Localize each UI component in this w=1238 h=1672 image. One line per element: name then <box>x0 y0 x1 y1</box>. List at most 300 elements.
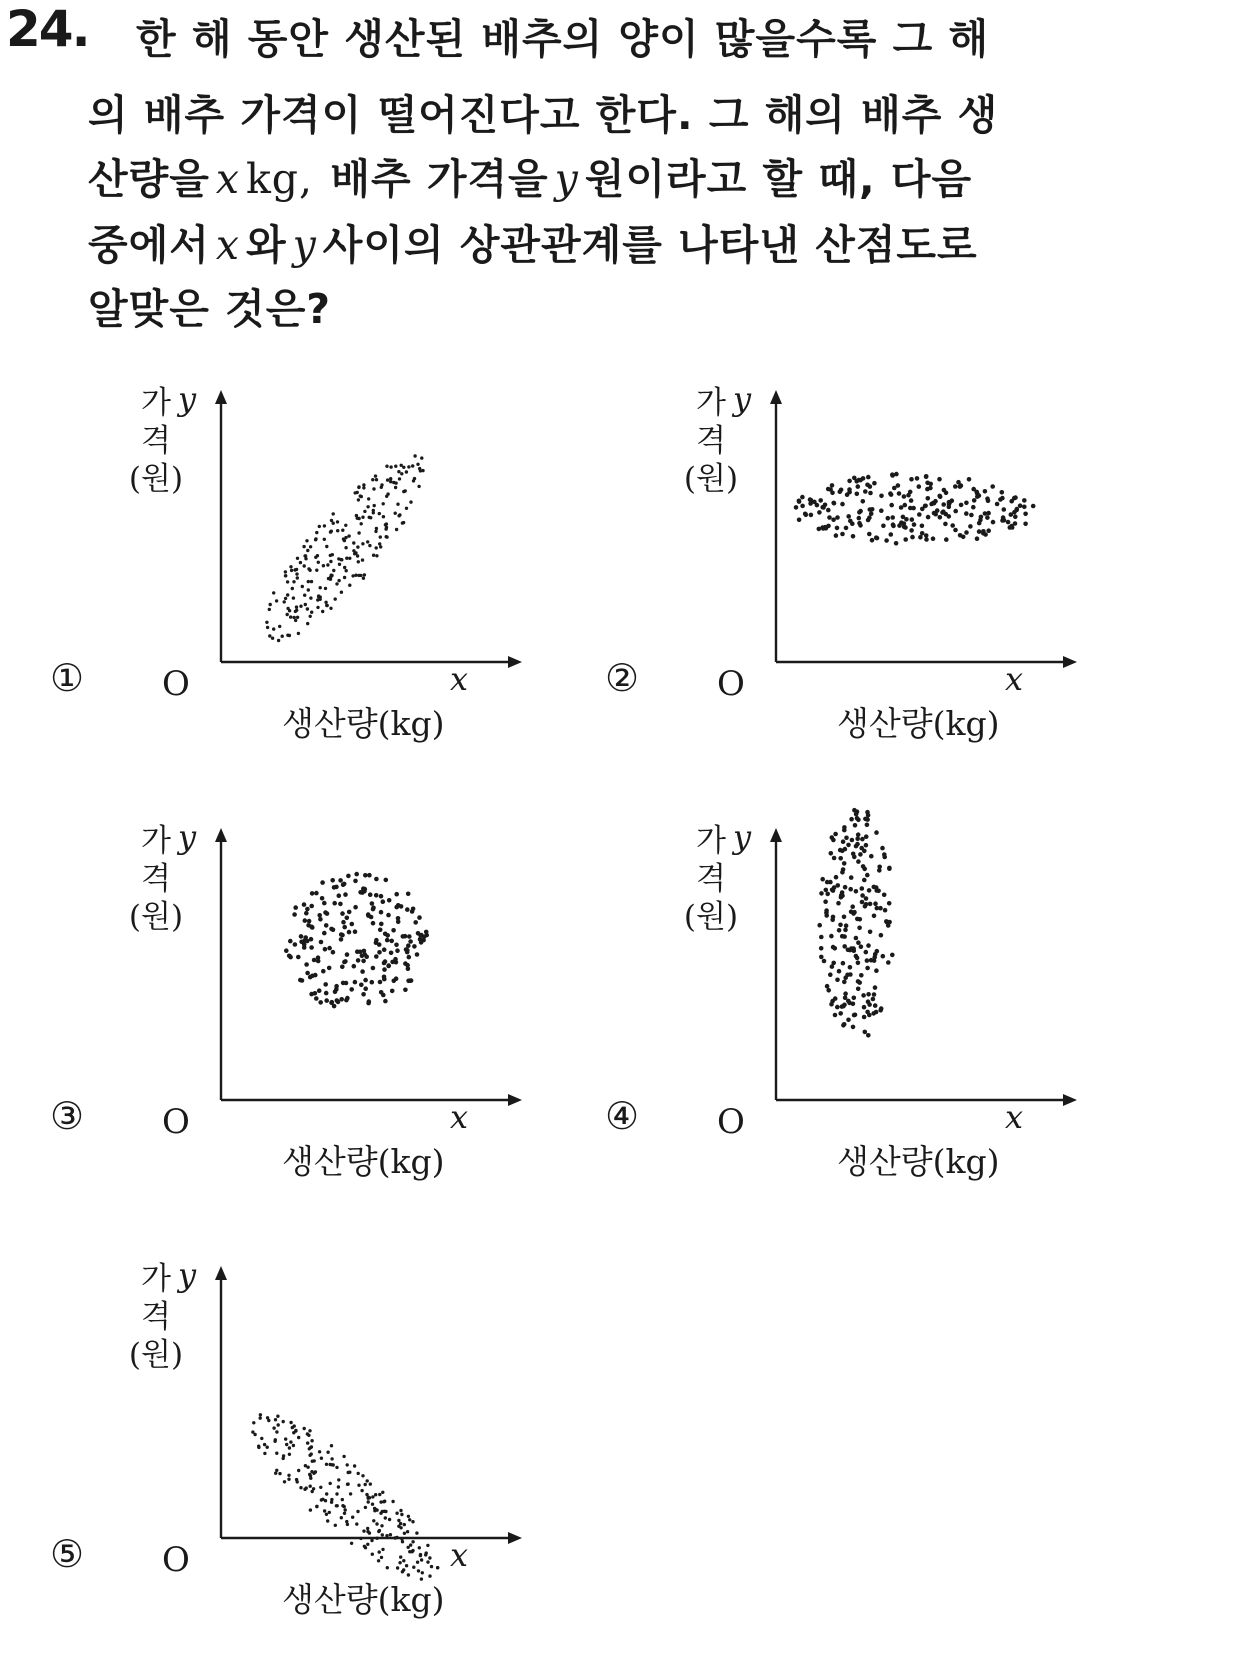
scatter-dot <box>828 972 833 977</box>
scatter-dot <box>340 558 343 561</box>
scatter-dot <box>855 816 860 821</box>
scatter-dot <box>276 1415 279 1418</box>
scatter-dot <box>862 1005 867 1010</box>
scatter-dot <box>286 607 289 610</box>
scatter-dot <box>259 1413 262 1416</box>
scatter-dot <box>853 1013 858 1018</box>
scatter-dot <box>856 961 861 966</box>
q4-pre: 중에서 <box>88 221 210 269</box>
scatter-dot <box>355 1522 358 1525</box>
scatter-dot <box>920 524 925 529</box>
choice-marker-3[interactable]: ③ <box>50 1094 85 1138</box>
scatter-dot <box>881 524 886 529</box>
scatter-dot <box>286 634 289 637</box>
scatter-dot <box>372 554 375 557</box>
scatter-dot <box>253 1433 256 1436</box>
scatter-dot <box>295 572 298 575</box>
scatter-dot <box>943 522 948 527</box>
scatter-dot <box>873 985 878 990</box>
scatter-dot <box>406 1530 409 1533</box>
scatter-dot <box>983 532 988 537</box>
scatter-dot <box>275 1430 278 1433</box>
scatter-dot <box>278 1472 281 1475</box>
scatter-dot <box>389 951 394 956</box>
scatter-dot <box>379 910 384 915</box>
scatter-dot <box>375 478 378 481</box>
scatter-dot <box>366 913 371 918</box>
scatter-dot <box>268 634 271 637</box>
scatter-dot <box>310 1470 313 1473</box>
scatter-dot <box>419 933 424 938</box>
scatter-dot <box>284 597 287 600</box>
scatter-dot <box>292 1444 295 1447</box>
scatter-dot <box>1013 521 1018 526</box>
scatter-dot <box>309 1485 312 1488</box>
scatter-dot <box>317 561 320 564</box>
scatter-dot <box>851 852 856 857</box>
scatter-dot <box>369 516 372 519</box>
scatter-dot <box>399 1509 402 1512</box>
scatter-dot <box>906 493 911 498</box>
scatter-dot <box>329 1482 332 1485</box>
scatter-dot <box>347 930 352 935</box>
scatter-dot <box>909 528 914 533</box>
scatter-dot <box>309 596 312 599</box>
scatter-dot <box>1013 515 1018 520</box>
scatter-dot <box>817 527 822 532</box>
scatter-dot <box>353 879 358 884</box>
scatter-dot <box>353 905 358 910</box>
scatter-dot <box>844 923 849 928</box>
scatter-dot <box>299 940 304 945</box>
scatter-dot <box>378 928 383 933</box>
scatter-dot <box>834 875 839 880</box>
scatter-dot <box>324 923 329 928</box>
scatter-dot <box>389 939 394 944</box>
scatter-dot <box>330 1444 333 1447</box>
scatter-dot <box>403 1532 406 1535</box>
scatter-dot <box>343 959 348 964</box>
scatter-dot <box>819 935 824 940</box>
scatter-dot <box>379 922 384 927</box>
scatter-dot <box>321 610 324 613</box>
scatter-dot <box>329 607 332 610</box>
scatter-dot <box>395 948 400 953</box>
scatter-dot <box>307 588 310 591</box>
scatter-dot <box>855 956 860 961</box>
scatter-dot <box>956 480 961 485</box>
scatter-dot <box>366 505 369 508</box>
scatter-dot <box>865 1010 870 1015</box>
scatter-dot <box>318 525 321 528</box>
scatter-dot <box>399 1555 402 1558</box>
scatter-dot <box>847 490 852 495</box>
scatter-dot <box>944 537 949 542</box>
scatter-plot-svg <box>0 1236 560 1656</box>
scatter-dot <box>293 905 298 910</box>
scatter-dot <box>986 528 991 533</box>
scatter-dot <box>407 465 410 468</box>
scatter-dot <box>371 478 374 481</box>
scatter-dot <box>337 893 342 898</box>
scatter-dot <box>413 477 416 480</box>
scatter-dot <box>369 1482 372 1485</box>
scatter-dot <box>848 965 853 970</box>
scatter-dot <box>382 502 385 505</box>
scatter-dot <box>842 915 847 920</box>
q3-pre: 산량을 <box>88 155 210 203</box>
scatter-dot <box>325 1463 328 1466</box>
scatter-dot <box>848 887 853 892</box>
scatter-dot <box>381 1491 384 1494</box>
scatter-dot <box>843 885 848 890</box>
scatter-dot <box>884 538 889 543</box>
scatter-dot <box>374 1493 377 1496</box>
scatter-dot <box>379 1500 382 1503</box>
scatter-dot <box>882 852 887 857</box>
x-axis-arrow <box>508 1094 522 1106</box>
scatter-dot <box>417 915 422 920</box>
scatter-dot <box>865 966 870 971</box>
scatter-dot <box>284 1437 287 1440</box>
scatter-dot <box>303 564 306 567</box>
scatter-dot <box>411 1540 414 1543</box>
scatter-dot <box>381 1548 384 1551</box>
scatter-dot <box>864 896 869 901</box>
scatter-dot <box>867 888 872 893</box>
y-axis-title-part: 가 <box>696 823 726 859</box>
x-axis-title: 생산량(kg) <box>837 704 1000 743</box>
scatter-dot <box>399 1526 402 1529</box>
scatter-dot <box>361 959 366 964</box>
scatter-dot <box>389 477 392 480</box>
scatter-dot <box>424 1553 427 1556</box>
scatter-dot <box>263 1443 266 1446</box>
scatter-dot <box>825 892 830 897</box>
scatter-dot <box>295 609 298 612</box>
scatter-dot <box>416 1561 419 1564</box>
scatter-dot <box>405 907 410 912</box>
scatter-dot <box>408 1518 411 1521</box>
scatter-dot <box>371 921 376 926</box>
scatter-dot <box>325 604 328 607</box>
scatter-dot <box>942 488 947 493</box>
scatter-dot <box>894 541 899 546</box>
scatter-dot <box>332 512 335 515</box>
scatter-dot <box>310 1452 313 1455</box>
y-axis-title-part: (원) <box>683 899 739 935</box>
scatter-dot <box>272 1426 275 1429</box>
scatter-dot <box>317 988 322 993</box>
scatter-dot <box>880 846 885 851</box>
scatter-dot <box>278 625 281 628</box>
scatter-dot <box>296 955 301 960</box>
scatter-dot <box>292 912 297 917</box>
scatter-dot <box>316 955 321 960</box>
scatter-dot <box>345 952 350 957</box>
scatter-dot <box>886 516 891 521</box>
scatter-dot <box>326 1519 329 1522</box>
scatter-dot <box>306 923 311 928</box>
scatter-dot <box>372 487 375 490</box>
scatter-dot <box>307 580 310 583</box>
scatter-dot <box>345 1520 348 1523</box>
choice-marker-2[interactable]: ② <box>605 656 640 700</box>
scatter-dot <box>820 877 825 882</box>
scatter-dot <box>310 891 315 896</box>
scatter-dot <box>375 1537 378 1540</box>
scatter-dot <box>901 515 906 520</box>
scatter-dot <box>296 557 299 560</box>
scatter-dot <box>868 491 873 496</box>
scatter-dot <box>420 1558 423 1561</box>
scatter-dot <box>874 1010 879 1015</box>
scatter-dot <box>266 1446 269 1449</box>
scatter-dot <box>938 515 943 520</box>
q3-unit: kg, <box>245 155 314 203</box>
scatter-dot <box>861 476 866 481</box>
scatter-dot <box>364 1506 367 1509</box>
scatter-dot <box>275 599 278 602</box>
scatter-dot <box>387 898 392 903</box>
scatter-dot <box>941 502 946 507</box>
scatter-dot <box>371 906 376 911</box>
scatter-dot <box>856 484 861 489</box>
scatter-dot <box>875 906 880 911</box>
scatter-dot <box>937 494 942 499</box>
scatter-dot <box>385 535 388 538</box>
scatter-dot <box>417 1569 420 1572</box>
scatter-dot <box>288 1453 291 1456</box>
origin-label: O <box>717 664 745 704</box>
scatter-dot <box>354 491 357 494</box>
scatter-dot <box>289 1440 292 1443</box>
scatter-dot <box>357 1472 360 1475</box>
scatter-dot <box>865 810 870 815</box>
x-axis-variable: x <box>1005 660 1024 698</box>
scatter-dot <box>861 499 866 504</box>
scatter-dot <box>400 472 403 475</box>
y-axis-variable: y <box>178 818 197 856</box>
scatter-dot <box>975 536 980 541</box>
scatter-dot <box>897 491 902 496</box>
scatter-dot <box>397 1519 400 1522</box>
scatter-dot <box>360 969 365 974</box>
scatter-dot <box>260 1437 263 1440</box>
q4-var-y: y <box>292 221 317 269</box>
scatter-dot <box>837 969 842 974</box>
y-axis-title-part: 가 <box>141 823 171 859</box>
y-axis-title-part: 가 <box>696 385 726 421</box>
x-axis-variable: x <box>450 1098 469 1136</box>
scatter-dot <box>872 481 877 486</box>
scatter-dot <box>354 574 357 577</box>
y-axis-variable: y <box>178 1256 197 1294</box>
scatter-dot <box>318 1000 323 1005</box>
scatter-dot <box>804 513 809 518</box>
scatter-dot <box>284 948 289 953</box>
scatter-dot <box>309 945 314 950</box>
scatter-dot <box>362 1529 365 1532</box>
scatter-dot <box>361 886 366 891</box>
scatter-dot <box>349 1492 352 1495</box>
scatter-dot <box>364 1483 367 1486</box>
scatter-dot <box>418 1546 421 1549</box>
scatter-dot <box>866 999 871 1004</box>
scatter-dot <box>341 529 344 532</box>
scatter-dot <box>357 560 360 563</box>
scatter-dot <box>286 613 289 616</box>
scatter-dot <box>870 507 875 512</box>
scatter-dot <box>382 515 385 518</box>
scatter-dot <box>292 1431 295 1434</box>
scatter-dot <box>299 561 302 564</box>
scatter-dot <box>366 1530 369 1533</box>
scatter-dot <box>323 1509 326 1512</box>
scatter-dot <box>382 961 387 966</box>
choice-marker-5[interactable]: ⑤ <box>50 1532 85 1576</box>
scatter-dot <box>866 518 871 523</box>
scatter-dot <box>378 542 381 545</box>
scatter-dot <box>1031 504 1036 509</box>
scatter-dot <box>860 886 865 891</box>
scatter-dot <box>265 621 268 624</box>
scatter-dot <box>889 532 894 537</box>
scatter-dot <box>291 587 294 590</box>
scatter-dot <box>971 505 976 510</box>
scatter-dot <box>360 1489 363 1492</box>
scatter-dot <box>306 607 309 610</box>
scatter-dot <box>852 476 857 481</box>
scatter-dot <box>356 1510 359 1513</box>
scatter-dot <box>902 494 907 499</box>
scatter-dot <box>890 473 895 478</box>
scatter-dot <box>384 527 387 530</box>
scatter-dot <box>879 933 884 938</box>
scatter-dot <box>925 487 930 492</box>
x-axis-title: 생산량(kg) <box>282 1580 445 1619</box>
scatter-dot <box>409 500 412 503</box>
scatter-dot <box>405 470 408 473</box>
scatter-dot <box>323 524 326 527</box>
scatter-dot <box>362 949 367 954</box>
scatter-dot <box>344 998 349 1003</box>
scatter-dot <box>910 535 915 540</box>
scatter-dot <box>363 510 366 513</box>
q3-mid: 배추 가격을 <box>330 155 549 203</box>
scatter-dot <box>377 1559 380 1562</box>
x-axis-arrow <box>508 1532 522 1544</box>
scatter-dot <box>362 486 365 489</box>
scatter-dot <box>292 596 295 599</box>
scatter-dot <box>861 993 866 998</box>
scatter-dot <box>390 960 395 965</box>
scatter-dot <box>842 1022 847 1027</box>
scatter-dot <box>396 1566 399 1569</box>
scatter-dot <box>343 892 348 897</box>
scatter-dot <box>299 1486 302 1489</box>
scatter-dot <box>836 901 841 906</box>
scatter-dot <box>304 911 309 916</box>
scatter-dot <box>372 1519 375 1522</box>
scatter-dot <box>863 904 868 909</box>
scatter-dot <box>865 817 870 822</box>
scatter-dot <box>343 1512 346 1515</box>
scatter-dot <box>263 1452 266 1455</box>
scatter-dot <box>319 1486 322 1489</box>
scatter-dot <box>395 528 398 531</box>
scatter-dot <box>322 931 327 936</box>
y-axis-title-part: (원) <box>128 899 184 935</box>
scatter-dot <box>274 1418 277 1421</box>
scatter-dot <box>375 527 378 530</box>
scatter-dot <box>385 1534 388 1537</box>
scatter-dot <box>330 1463 333 1466</box>
scatter-dot <box>846 1018 851 1023</box>
scatter-dot <box>363 573 366 576</box>
scatter-dot <box>266 1416 269 1419</box>
scatter-dot <box>941 509 946 514</box>
scatter-dot <box>339 997 344 1002</box>
scatter-dot <box>318 917 323 922</box>
scatter-dot <box>859 944 864 949</box>
scatter-dot <box>831 915 836 920</box>
scatter-dot <box>363 978 368 983</box>
scatter-dot <box>857 926 862 931</box>
scatter-dot <box>357 1484 360 1487</box>
scatter-dot <box>846 843 851 848</box>
scatter-dot <box>800 495 805 500</box>
scatter-dot <box>823 899 828 904</box>
scatter-dot <box>349 987 354 992</box>
scatter-dot <box>252 1421 255 1424</box>
scatter-dot <box>874 535 879 540</box>
scatter-dot <box>933 499 938 504</box>
scatter-dot <box>409 1543 412 1546</box>
scatter-dot <box>266 626 269 629</box>
scatter-dot <box>287 1474 290 1477</box>
scatter-dot <box>426 1544 429 1547</box>
scatter-dot <box>409 978 414 983</box>
scatter-dot <box>881 954 886 959</box>
scatter-dot <box>335 582 338 585</box>
scatter-dot <box>851 534 856 539</box>
scatter-dot <box>1023 522 1028 527</box>
scatter-dot <box>379 535 382 538</box>
choice-marker-1[interactable]: ① <box>50 656 85 700</box>
scatter-dot <box>840 532 845 537</box>
scatter-dot <box>320 880 325 885</box>
scatter-dot <box>869 854 874 859</box>
scatter-dot <box>364 954 369 959</box>
scatter-dot <box>924 474 929 479</box>
scatter-dot <box>830 483 835 488</box>
scatter-dot <box>964 501 969 506</box>
scatter-dot <box>403 988 408 993</box>
scatter-dot <box>969 513 974 518</box>
scatter-dot <box>340 911 345 916</box>
scatter-dot <box>281 635 284 638</box>
scatter-dot <box>342 1455 345 1458</box>
choice-marker-4[interactable]: ④ <box>605 1094 640 1138</box>
scatter-dot <box>329 560 332 563</box>
scatter-dot <box>809 513 814 518</box>
scatter-dot <box>1009 512 1014 517</box>
scatter-dot <box>386 1566 389 1569</box>
scatter-dot <box>362 577 365 580</box>
scatter-dot <box>314 891 319 896</box>
scatter-dot <box>1015 507 1020 512</box>
